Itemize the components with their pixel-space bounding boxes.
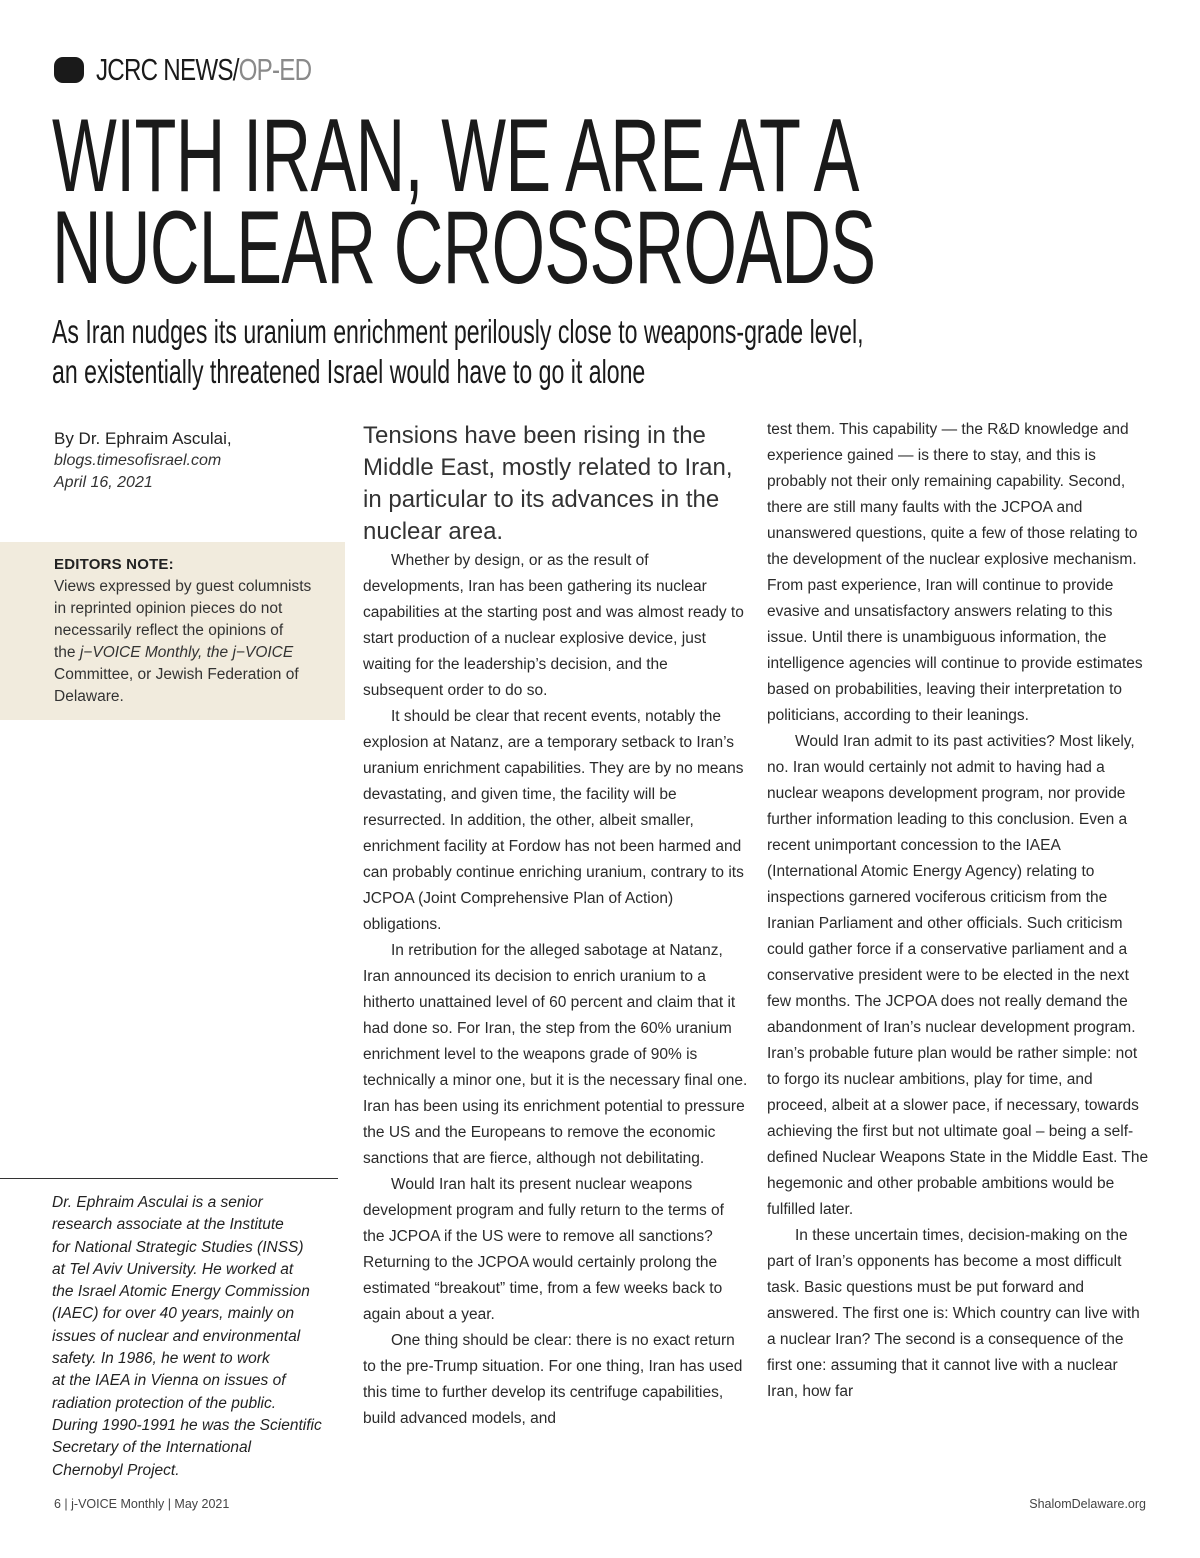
headline-line-2: NUCLEAR CROSSROADS	[52, 190, 876, 306]
byline	[54, 428, 344, 494]
bio-line: research associate at the Institute	[52, 1216, 284, 1234]
byline-date: April 16, 2021	[54, 474, 153, 491]
editors-note-line	[54, 642, 325, 664]
bio-line: for National Strategic Studies (INSS)	[52, 1238, 304, 1256]
bio-divider	[0, 1178, 338, 1179]
article-paragraph: In retribution for the alleged sabotage at Natanz, Iran announced its decision to enrich uranium to a hitherto unattained level of 60 percent and claim that it had done so. For Iran, the step from the 60% uranium enrichment level to the weapons grade of 90% is technically a minor one, but it is the necessary final one. Iran has been using its enrichment potential to pressure the US and the Europeans to remove the economic sanctions that are fierce, although not debilitating.	[363, 942, 748, 1167]
article-paragraph: In these uncertain times, decision-making on the part of Iran’s opponents has become a most difficult task. Basic questions must be put forward and answered. The first one is: Which country can live with a nuclear Iran? The second is a consequence of the first one: assuming that it cannot live with a nuclear Iran, how far	[767, 1227, 1140, 1400]
bullet-icon	[54, 57, 84, 83]
bio-line: Chernobyl Project.	[52, 1461, 180, 1479]
bio-line: During 1990-1991 he was the Scientific	[52, 1416, 322, 1434]
editors-note-box	[0, 542, 345, 720]
footer-website: ShalomDelaware.org	[1029, 1497, 1146, 1511]
article-paragraph: Whether by design, or as the result of developments, Iran has been gathering its nuclear capabilities at the starting post and was almost ready to start production of a nuclear explosive device, just waiting for the leadership’s decision, and the subsequent order to do so.	[363, 552, 744, 699]
article-column-2	[767, 417, 1152, 1405]
article-paragraph: Would Iran admit to its past activities? Most likely, no. Iran would certainly not admit to having had a nuclear weapons development program, nor provide further information leading to this conclusion. Even a recent unimportant concession to the IAEA (International Atomic Energy Agency) relating to inspections garnered vociferous criticism from the Iranian Parliament and other officials. Such criticism could gather force if a conservative parliament and a conservative president were to be elected in the next few months. The JCPOA does not really demand the abandonment of Iran’s nuclear development program. Iran’s probable future plan would be rather simple: not to forgo its nuclear ambitions, play for time, and proceed, albeit at a slower pace, if necessary, towards achieving the first but not ultimate goal – being a self-defined Nuclear Weapons State in the Middle East. The hegemonic and other probable ambitions would be fulfilled later.	[767, 733, 1149, 1218]
byline-author: By Dr. Ephraim Asculai,	[54, 429, 232, 448]
editors-note-line: Committee, or Jewish Federation of	[54, 666, 299, 683]
article-paragraph: One thing should be clear: there is no exact return to the pre-Trump situation. For one thing, Iran has used this time to further develop its centrifuge capabilities, build advanced models, and	[363, 1332, 743, 1427]
editors-note-body	[54, 576, 325, 708]
section-label	[54, 52, 372, 88]
section-kicker-sub: OP-ED	[238, 52, 312, 87]
section-kicker: JCRC NEWS/OP-ED	[96, 52, 312, 87]
headline-line-1: WITH IRAN, WE ARE AT A	[52, 98, 859, 214]
bio-line: Secretary of the International	[52, 1439, 252, 1457]
article-lead: Tensions have been rising in the Middle East, mostly related to Iran, in particular to its advances in the nuclear area.	[363, 422, 733, 545]
bio-line: the Israel Atomic Energy Commission	[52, 1283, 310, 1301]
author-bio	[52, 1192, 337, 1482]
headline	[52, 98, 876, 306]
bio-line: at Tel Aviv University. He worked at	[52, 1260, 294, 1278]
editors-note-line: in reprinted opinion pieces do not	[54, 600, 283, 617]
bio-line: issues of nuclear and environmental	[52, 1327, 301, 1345]
publication-name: j−VOICE Monthly, the j−VOICE	[79, 644, 294, 661]
bio-line: at the IAEA in Vienna on issues of	[52, 1372, 286, 1390]
subheadline	[52, 312, 962, 392]
subheadline-line-1: As Iran nudges its uranium enrichment perilously close to weapons-grade level,	[52, 313, 864, 350]
subheadline-line-2: an existentially threatened Israel would have to go it alone	[52, 353, 646, 390]
bio-line: Dr. Ephraim Asculai is a senior	[52, 1194, 263, 1211]
bio-line: radiation protection of the public.	[52, 1394, 277, 1412]
editors-note-line: Delaware.	[54, 688, 124, 705]
article-paragraph: test them. This capability — the R&D knowledge and experience gained — is there to stay, and this is probably not their only remaining capability. Second, there are still many faults with the JCPOA and unanswered questions, quite a few of those relating to the development of the nuclear explosive mechanism. From past experience, Iran will continue to provide evasive and unsatisfactory answers relating to this issue. Until there is unambiguous information, the intelligence agencies will continue to provide estimates based on probabilities, leaving their interpretation to politicians, according to their leanings.	[767, 421, 1143, 724]
editors-note-text: the	[54, 644, 80, 661]
editors-note-line: necessarily reflect the opinions of	[54, 622, 284, 639]
editors-note-title: EDITORS NOTE:	[54, 556, 174, 573]
article-column-1	[363, 420, 748, 1432]
article-paragraph: Would Iran halt its present nuclear weapons development program and fully return to the terms of the JCPOA if the US were to remove all sanctions? Returning to the JCPOA would certainly prolong the estimated “breakout” time, from a few weeks back to again about a year.	[363, 1176, 724, 1323]
article-paragraph: It should be clear that recent events, notably the explosion at Natanz, are a temporary setback to Iran’s uranium enrichment capabilities. They are by no means devastating, and given time, the facility will be resurrected. In addition, the other, albeit smaller, enrichment facility at Fordow has not been harmed and can probably continue enriching uranium, contrary to its JCPOA (Joint Comprehensive Plan of Action) obligations.	[363, 708, 744, 933]
bio-line: (IAEC) for over 40 years, mainly on	[52, 1305, 295, 1323]
footer-page-info: 6 | j-VOICE Monthly | May 2021	[54, 1497, 230, 1511]
bio-line: safety. In 1986, he went to work	[52, 1350, 270, 1368]
byline-source: blogs.timesofisrael.com	[54, 452, 222, 469]
editors-note-line: Views expressed by guest columnists	[54, 578, 312, 595]
